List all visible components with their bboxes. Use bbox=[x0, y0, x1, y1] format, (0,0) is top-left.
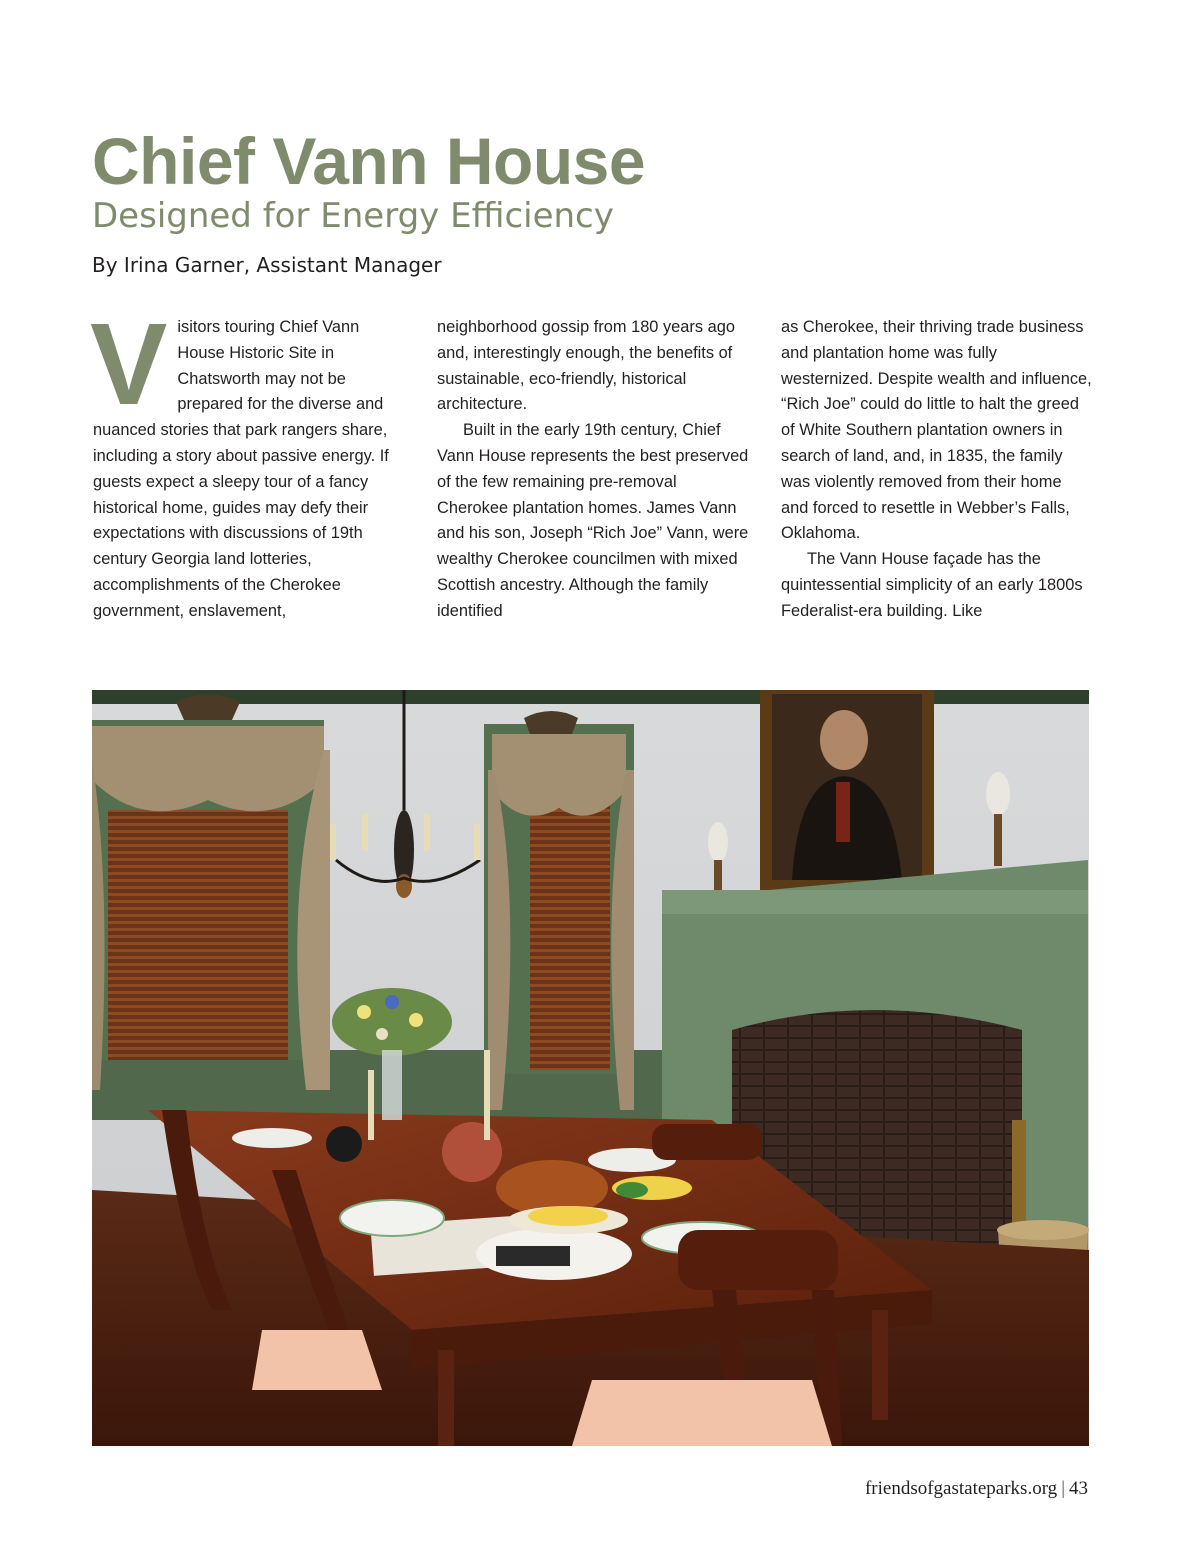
article-subtitle: Designed for Energy Efficiency bbox=[92, 196, 614, 236]
paragraph: Built in the early 19th century, Chief Vann House represents the best preserved of the few remaining pre-removal Cherokee plantation homes. James Vann and his son, Joseph “Rich Joe” Vann, were wealthy Cherokee councilmen with mixed Scottish ancestry. Although the family identified bbox=[437, 421, 749, 620]
text-column-1 bbox=[90, 299, 405, 625]
text-column-3 bbox=[781, 315, 1093, 625]
page-number: 43 bbox=[1069, 1478, 1088, 1499]
paragraph bbox=[90, 299, 405, 625]
page-footer bbox=[865, 1478, 1088, 1500]
dining-room-photo bbox=[92, 690, 1089, 1446]
article-title: Chief Vann House bbox=[92, 124, 646, 198]
paragraph: neighborhood gossip from 180 years ago and, interestingly enough, the benefits of sustainable, eco-friendly, historical architecture. bbox=[437, 318, 735, 414]
footer-separator: | bbox=[1061, 1478, 1065, 1499]
paragraph: The Vann House façade has the quintessential simplicity of an early 1800s Federalist-era building. Like bbox=[781, 550, 1083, 620]
footer-site: friendsofgastateparks.org bbox=[864, 1478, 1058, 1499]
dining-room-illustration bbox=[92, 690, 1089, 1446]
drop-cap: V bbox=[90, 299, 168, 429]
text-column-2 bbox=[437, 315, 749, 625]
paragraph-text: isitors touring Chief Vann House Historic Site in Chatsworth may not be prepared for the diverse and nuanced stories that park rangers share, including a story about passive energy. If guests expect a sleepy tour of a fancy historical home, guides may defy their expectations with discussions of 19th century Georgia land lotteries, accomplishments of the Cherokee government, enslavement, bbox=[93, 318, 389, 620]
article-byline: By Irina Garner, Assistant Manager bbox=[92, 253, 442, 277]
paragraph: as Cherokee, their thriving trade business and plantation home was fully westernized. Despite wealth and influence, “Rich Joe” could do little to halt the greed of White Southern plantation owners in search of land, and, in 1835, the family was violently removed from their home and forced to resettle in Webber’s Falls, Oklahoma. bbox=[781, 318, 1092, 543]
